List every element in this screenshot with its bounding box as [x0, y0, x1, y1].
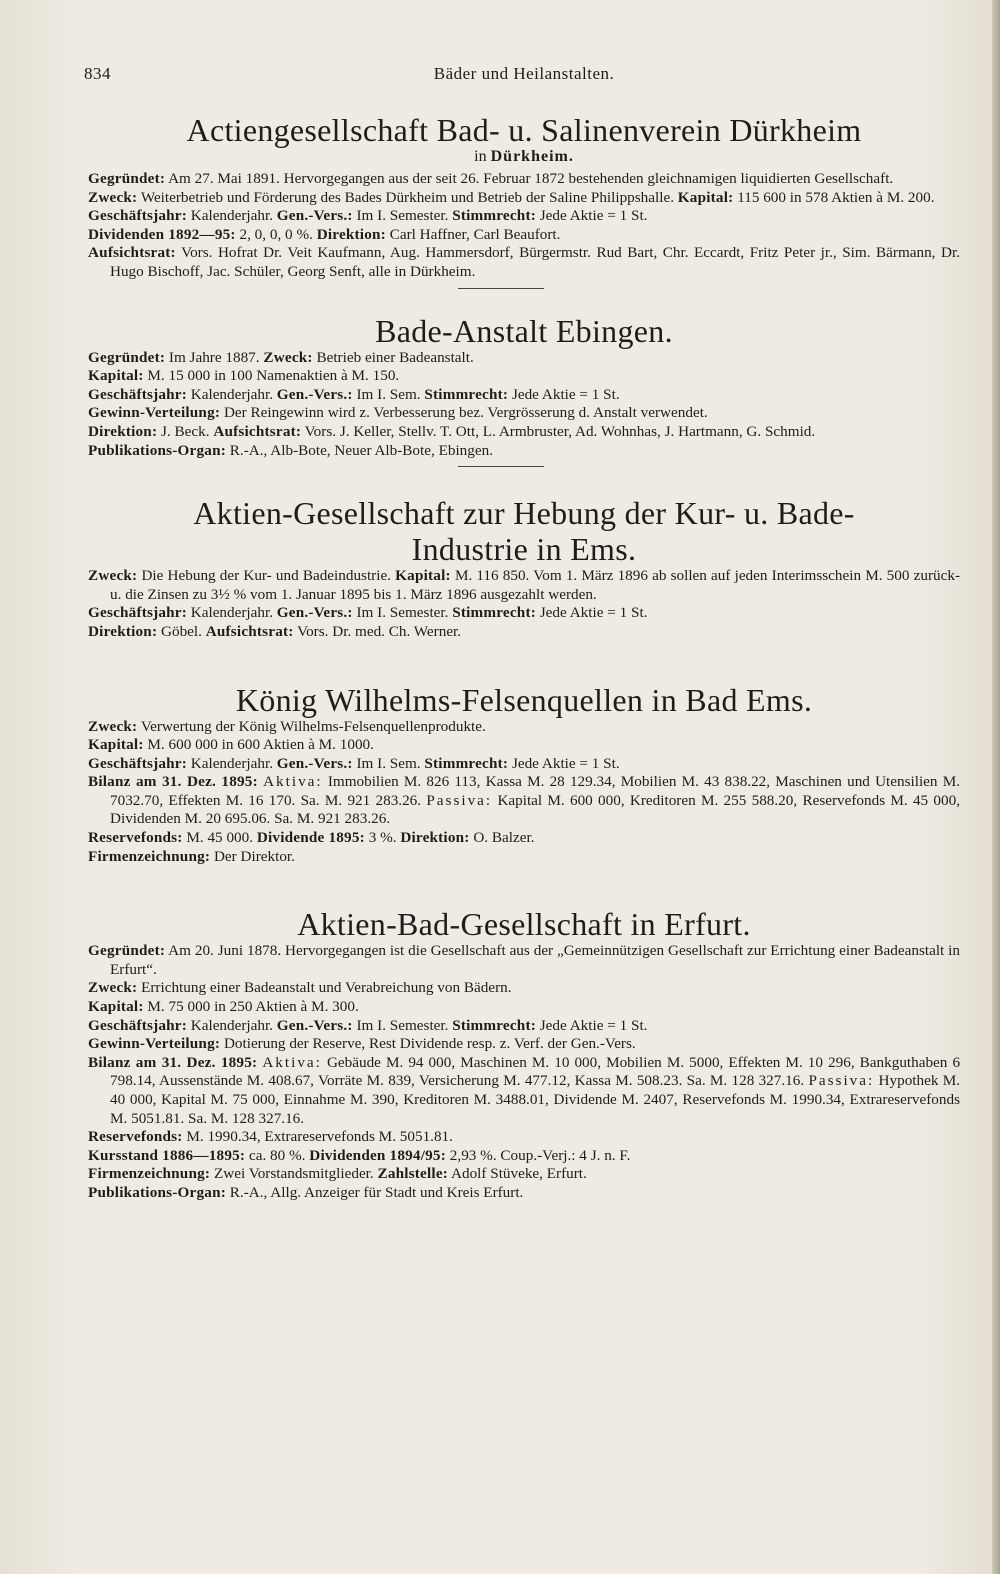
entry-label: Kapital: [88, 998, 144, 1016]
page-edge [992, 0, 1000, 1574]
entry-text: R.-A., Allg. Anzeiger für Stadt und Kreis Erfurt. [229, 1183, 524, 1201]
entry-text: Im I. Semester. [356, 604, 449, 622]
entry-reservefonds [88, 829, 960, 848]
entry-label: Gewinn-Verteilung: [88, 404, 221, 422]
entry-text: Jede Aktie = 1 St. [539, 604, 648, 622]
entry-text: Kalenderjahr. [190, 207, 273, 225]
entry-text: M. 75 000 in 250 Aktien à M. 300. [147, 998, 359, 1016]
entry-kapital [88, 998, 960, 1017]
entry-aufsichtsrat [88, 244, 960, 281]
entry-dividenden [88, 226, 960, 245]
entry-label: Geschäftsjahr: [88, 385, 187, 403]
entry-text: Carl Haffner, Carl Beaufort. [389, 225, 561, 243]
entry-label: Direktion: [88, 622, 158, 640]
entry-label: Publikations-Organ: [88, 441, 226, 459]
entry-label: Dividenden 1892—95: [88, 225, 236, 243]
company-title: Actiengesellschaft Bad- u. Salinenverein Dürkheim [186, 112, 862, 148]
section-divider [458, 288, 544, 289]
entry-text: Dotierung der Reserve, Rest Dividende resp. z. Verf. der Gen.-Vers. [223, 1035, 636, 1053]
entry-text: Kalenderjahr. [190, 1016, 273, 1034]
entry-label: Publikations-Organ: [88, 1183, 226, 1201]
entry-label: Direktion: [400, 829, 470, 847]
entry-text: Im I. Sem. [356, 754, 421, 772]
entry-direktion [88, 423, 960, 442]
entry-label: Gegründet: [88, 170, 166, 187]
company-section-erfurt [88, 906, 960, 1202]
entry-gegruendet [88, 349, 960, 368]
entry-text: Adolf Stüveke, Erfurt. [451, 1165, 587, 1183]
entry-publikations-organ [88, 442, 960, 461]
entry-text: Der Direktor. [213, 847, 295, 865]
entry-text: Weiterbetrieb und Förderung des Bades Dürkheim und Betrieb der Saline Philippshalle. [140, 188, 674, 206]
entry-label: Aufsichtsrat: [205, 622, 294, 640]
entry-text: Kapital M. 600 000, Kreditoren M. 255 588.20, Reservefonds M. 45 000, Dividenden M. 20 695.06. Sa. M. 921 283.26. [110, 791, 961, 828]
entry-text: Kalenderjahr. [190, 385, 273, 403]
entry-text: Verwertung der König Wilhelms-Felsenquellenprodukte. [140, 717, 486, 735]
entry-text: Vors. Dr. med. Ch. Werner. [297, 622, 462, 640]
entry-label: Geschäftsjahr: [88, 754, 187, 772]
entry-label: Gen.-Vers.: [276, 1016, 353, 1034]
entry-label: Kursstand 1886—1895: [88, 1146, 246, 1164]
entry-text: ca. 80 %. [248, 1146, 306, 1164]
entry-label: Geschäftsjahr: [88, 207, 187, 225]
entry-text: Jede Aktie = 1 St. [511, 754, 620, 772]
entry-zweck [88, 718, 960, 737]
entry-text: Gebäude M. 94 000, Maschinen M. 10 000, Mobilien M. 5000, Effekten M. 10 296, Bankguthaben 6 798.14, Aussenstände M. 408.67, Vorräte M. 839, Versicherung M. 477.12, Kassa M. 508.23. Sa. M. 128 327.16. [110, 1053, 961, 1090]
entry-text: Vors. J. Keller, Stellv. T. Ott, L. Armbruster, Ad. Wohnhas, J. Hartmann, G. Schmid. [304, 422, 816, 440]
entry-kursstand [88, 1147, 960, 1166]
entry-label: Zweck: [88, 717, 138, 735]
entry-label: Zahlstelle: [377, 1165, 449, 1183]
entry-text: M. 15 000 in 100 Namenaktien à M. 150. [147, 367, 400, 385]
location-name: Dürkheim. [490, 148, 574, 165]
entry-label: Gen.-Vers.: [276, 754, 353, 772]
entry-label: Dividende 1895: [256, 829, 365, 847]
entry-text: Vors. Hofrat Dr. Veit Kaufmann, Aug. Hammersdorf, Bürgermstr. Rud Bart, Chr. Eccardt, Fritz Peter jr., Sim. Bärmann, Dr. Hugo Bischoff, Jac. Schüler, Georg Senft, alle in Dürkheim. [110, 244, 960, 280]
entry-label: Dividenden 1894/95: [309, 1146, 446, 1164]
entry-text: Göbel. [161, 622, 202, 640]
location-prefix: in [474, 148, 487, 165]
entry-text: M. 116 850. Vom 1. März 1896 ab sollen auf jeden Interimsschein M. 500 zurück- u. die Zinsen zu 3½ % vom 1. Januar 1895 bis 1. März 1896 ausgezahlt werden. [110, 567, 961, 603]
company-section-duerkheim [88, 112, 960, 289]
company-section-felsenquellen [88, 682, 960, 867]
entry-label: Kapital: [677, 188, 734, 206]
entry-text: Im I. Semester. [356, 207, 449, 225]
entry-reservefonds [88, 1128, 960, 1147]
entry-label: Kapital: [88, 367, 144, 385]
company-title: Aktien-Bad-Gesellschaft in Erfurt. [297, 906, 751, 943]
entry-kapital [88, 736, 960, 755]
entry-gewinn-verteilung [88, 404, 960, 423]
entry-text: 3 %. [368, 829, 397, 847]
entry-label: Stimmrecht: [424, 754, 509, 772]
entry-label: Zweck: [263, 348, 313, 366]
entry-text: Kalenderjahr. [190, 754, 273, 772]
entry-label: Stimmrecht: [424, 385, 509, 403]
entry-text: Hypothek M. 40 000, Kapital M. 75 000, Einnahme M. 390, Kreditoren M. 3488.01, Dividende M. 2407, Reservefonds M. 1990.34, Extrareservefonds M. 5051.81. Sa. M. 128 327.16. [110, 1072, 961, 1127]
entry-gewinn-verteilung [88, 1035, 960, 1054]
entry-label: Zweck: [88, 188, 138, 206]
entry-text: M. 45 000. [186, 829, 254, 847]
entry-label: Reservefonds: [88, 1128, 183, 1146]
entry-text: 2,93 %. Coup.-Verj.: 4 J. n. F. [449, 1146, 631, 1164]
entry-geschaeftsjahr [88, 755, 960, 774]
entry-geschaeftsjahr [88, 604, 960, 623]
entry-passiva-label: Passiva: [426, 791, 493, 809]
entry-firmenzeichnung [88, 1165, 960, 1184]
entry-firmenzeichnung [88, 848, 960, 867]
entry-gegruendet [88, 942, 960, 979]
entry-text: Jede Aktie = 1 St. [511, 385, 620, 403]
entry-label: Gen.-Vers.: [276, 385, 353, 403]
entry-text: Kalenderjahr. [190, 604, 273, 622]
entry-text: J. Beck. [161, 422, 210, 440]
entry-label: Zweck: [88, 979, 138, 997]
entry-label: Gewinn-Verteilung: [88, 1035, 221, 1053]
company-title-line1: Aktien-Gesellschaft zur Hebung der Kur- u. Bade- [193, 495, 855, 532]
entry-text: Im I. Sem. [356, 385, 421, 403]
entry-zweck [88, 189, 960, 208]
entry-bilanz [88, 1054, 960, 1128]
running-title: Bäder und Heilanstalten. [433, 64, 615, 83]
page-number: 834 [84, 64, 111, 83]
entry-label: Direktion: [316, 225, 386, 243]
company-title: Bade-Anstalt Ebingen. [375, 312, 673, 349]
entry-label: Kapital: [88, 736, 144, 754]
entry-text: O. Balzer. [473, 829, 535, 847]
entry-label: Stimmrecht: [452, 207, 536, 225]
entry-aktiva-label: Aktiva: [263, 773, 323, 791]
entry-label: Geschäftsjahr: [88, 604, 187, 622]
section-divider [458, 466, 544, 467]
entry-text: Immobilien M. 826 113, Kassa M. 28 129.34, Mobilien M. 43 838.22, Maschinen und Utensilien M. 7032.70, Effekten M. 16 170. Sa. M. 921 283.26. [110, 773, 961, 809]
running-head [84, 58, 960, 88]
entry-text: Im Jahre 1887. [168, 348, 260, 366]
company-section-ebingen [88, 313, 960, 468]
entry-text: Am 20. Juni 1878. Hervorgegangen ist die Gesellschaft aus der „Gemeinnützigen Gesellschaft zur Errichtung einer Badeanstalt in Erfurt“. [110, 942, 960, 978]
entry-label: Gegründet: [88, 348, 166, 366]
entry-label: Stimmrecht: [452, 604, 536, 622]
entry-gegruendet [88, 170, 960, 189]
entry-text: 2, 0, 0, 0 %. [239, 225, 313, 243]
entry-label: Aufsichtsrat: [213, 422, 302, 440]
entry-label: Firmenzeichnung: [88, 847, 211, 865]
entry-label: Bilanz am 31. Dez. 1895: [88, 1053, 258, 1071]
entry-zweck [88, 567, 960, 604]
entry-text: M. 1990.34, Extrareservefonds M. 5051.81. [186, 1128, 453, 1146]
entry-bilanz [88, 773, 960, 829]
entry-text: Zwei Vorstandsmitglieder. [213, 1165, 374, 1183]
company-location [88, 148, 960, 166]
entry-label: Aufsichtsrat: [88, 244, 176, 262]
entry-text: R.-A., Alb-Bote, Neuer Alb-Bote, Ebingen. [229, 441, 493, 459]
company-section-ems-kur [88, 495, 960, 641]
entry-text: Der Reingewinn wird z. Verbesserung bez. Vergrösserung d. Anstalt verwendet. [223, 404, 708, 422]
entry-label: Gegründet: [88, 942, 166, 960]
entry-aktiva-label: Aktiva: [262, 1053, 322, 1071]
entry-text: Die Hebung der Kur- und Badeindustrie. [141, 567, 391, 585]
entry-text: 115 600 in 578 Aktien à M. 200. [737, 188, 935, 206]
entry-label: Geschäftsjahr: [88, 1016, 187, 1034]
entry-label: Bilanz am 31. Dez. 1895: [88, 773, 258, 791]
entry-label: Firmenzeichnung: [88, 1165, 211, 1183]
entry-direktion [88, 623, 960, 642]
entry-label: Direktion: [88, 422, 158, 440]
entry-text: Im I. Semester. [356, 1016, 449, 1034]
company-title: König Wilhelms-Felsenquellen in Bad Ems. [235, 681, 813, 718]
entry-geschaeftsjahr [88, 207, 960, 226]
entry-text: Errichtung einer Badeanstalt und Verabreichung von Bädern. [141, 979, 512, 997]
entry-geschaeftsjahr [88, 1017, 960, 1036]
entry-geschaeftsjahr [88, 386, 960, 405]
company-title-line2: Industrie in Ems. [411, 531, 637, 568]
entry-text: Betrieb einer Badeanstalt. [316, 348, 474, 366]
entry-label: Kapital: [395, 567, 451, 585]
entry-text: Jede Aktie = 1 St. [539, 207, 648, 225]
entry-text: M. 600 000 in 600 Aktien à M. 1000. [147, 736, 374, 754]
entry-text: Am 27. Mai 1891. Hervorgegangen aus der seit 26. Februar 1872 bestehenden gleichnamigen liquidierten Gesellschaft. [168, 170, 894, 187]
entry-label: Gen.-Vers.: [276, 207, 353, 225]
entry-text: Jede Aktie = 1 St. [539, 1016, 648, 1034]
entry-label: Stimmrecht: [452, 1016, 536, 1034]
entry-passiva-label: Passiva: [808, 1072, 875, 1090]
entry-label: Gen.-Vers.: [276, 604, 353, 622]
entry-label: Reservefonds: [88, 829, 183, 847]
entry-label: Zweck: [88, 567, 138, 585]
entry-publikations-organ [88, 1184, 960, 1203]
entry-zweck [88, 979, 960, 998]
entry-kapital [88, 367, 960, 386]
